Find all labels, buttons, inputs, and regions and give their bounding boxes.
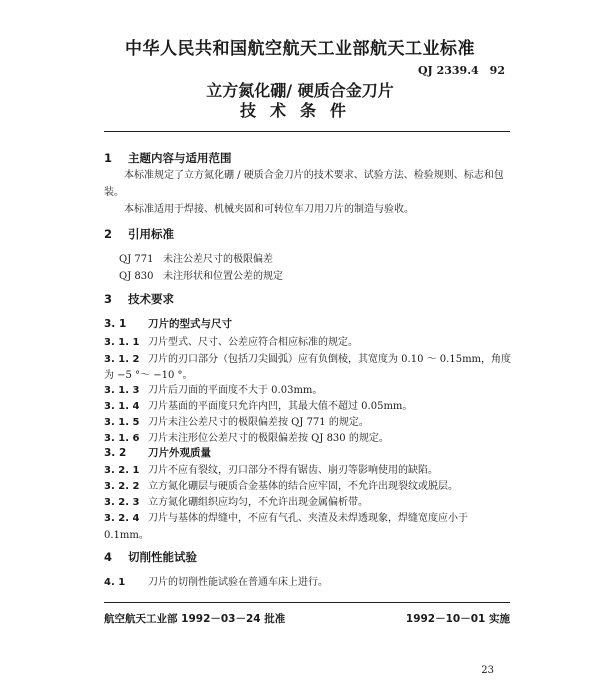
clause-number: 4. 1 bbox=[104, 577, 126, 588]
clause-text: 立方氮化硼层与硬质合金基体的结合应牢固，不允许出现裂纹或脱层。 bbox=[148, 481, 458, 492]
clause-number: 3. 2. 4 bbox=[104, 513, 140, 524]
clause-3-1-3 bbox=[104, 381, 322, 396]
section-number: 3 bbox=[104, 292, 113, 306]
clause-number: 3. 1. 4 bbox=[104, 401, 140, 412]
clause-text: 刀片的刃口部分（包括刀尖圆弧）应有负倒棱，其宽度为 0.10 ～ 0.15mm，角度 bbox=[148, 354, 512, 365]
clause-3-1-2-continuation: 为 −5 °～ −10 °。 bbox=[104, 370, 193, 381]
clause-text: 刀片的切削性能试验在普通车床上进行。 bbox=[148, 577, 328, 588]
issuing-authority-header: 中华人民共和国航空航天工业部航天工业标准 bbox=[125, 39, 475, 59]
top-divider bbox=[104, 131, 510, 132]
section-4-heading bbox=[104, 549, 197, 565]
clause-3-2-4 bbox=[104, 509, 468, 524]
reference-item bbox=[119, 250, 273, 265]
clause-text: 刀片不应有裂纹，刃口部分不得有锯齿、崩刃等影响使用的缺陷。 bbox=[148, 465, 438, 476]
clause-number: 3. 1. 1 bbox=[104, 337, 140, 348]
reference-item bbox=[119, 267, 283, 282]
reference-code: QJ 830 bbox=[119, 271, 154, 282]
section-number: 1 bbox=[104, 151, 113, 165]
clause-text: 立方氮化硼组织应均匀，不允许出现金属偏析带。 bbox=[148, 497, 368, 508]
approval-date: 航空航天工业部 1992－03－24 批准 bbox=[104, 613, 286, 625]
clause-number: 3. 2. 3 bbox=[104, 497, 140, 508]
clause-text: 刀片基面的平面度只允许内凹，其最大值不超过 0.05mm。 bbox=[148, 401, 413, 412]
clause-3-1-5 bbox=[104, 413, 369, 428]
clause-3-2-1 bbox=[104, 461, 438, 476]
clause-title: 刀片外观质量 bbox=[148, 447, 211, 459]
clause-3-1-2 bbox=[104, 350, 511, 365]
section-title: 技术要求 bbox=[128, 292, 174, 306]
clause-text: 刀片后刀面的平面度不大于 0.03mm。 bbox=[148, 385, 323, 396]
standard-number: QJ 2339.4 92 bbox=[417, 64, 505, 77]
clause-number: 3. 1. 5 bbox=[104, 417, 140, 428]
clause-number: 3. 2. 2 bbox=[104, 481, 140, 492]
clause-4-1 bbox=[104, 573, 328, 588]
section-title: 引用标准 bbox=[128, 227, 174, 241]
clause-number: 3. 2. 1 bbox=[104, 465, 140, 476]
section-number: 4 bbox=[104, 550, 113, 564]
document-subtitle: 技术条件 bbox=[239, 101, 360, 120]
clause-text: 刀片未注形位公差尺寸的极限偏差按 QJ 830 的规定。 bbox=[148, 433, 389, 444]
reference-title: 未注形状和位置公差的规定 bbox=[163, 271, 283, 282]
clause-number: 3. 1 bbox=[104, 318, 127, 330]
document-title: 立方氮化硼/ 硬质合金刀片 bbox=[206, 81, 394, 100]
section-number: 2 bbox=[104, 227, 113, 241]
clause-title: 刀片的型式与尺寸 bbox=[148, 318, 232, 330]
clause-3-1-6 bbox=[104, 429, 389, 444]
reference-title: 未注公差尺寸的极限偏差 bbox=[163, 254, 273, 265]
clause-3-1-4 bbox=[104, 397, 412, 412]
section-1-paragraph-2: 本标准适用于焊接、机械夹固和可转位车刀用刀片的制造与验收。 bbox=[124, 204, 414, 215]
clause-3-2-3 bbox=[104, 493, 368, 508]
clause-text: 刀片型式、尺寸、公差应符合相应标准的规定。 bbox=[148, 337, 358, 348]
clause-3-2-2 bbox=[104, 477, 458, 492]
subsection-3-1-heading bbox=[104, 316, 232, 331]
page-number: 23 bbox=[481, 665, 494, 676]
section-1-paragraph-1: 本标准规定了立方氮化硼 / 硬质合金刀片的技术要求、试验方法、检验规则、标志和包装。 bbox=[104, 170, 504, 198]
section-3-heading bbox=[104, 291, 174, 307]
clause-number: 3. 1. 3 bbox=[104, 385, 140, 396]
implementation-date: 1992－10－01 实施 bbox=[405, 613, 510, 625]
clause-number: 3. 1. 6 bbox=[104, 433, 140, 444]
clause-3-2-4-continuation: 0.1mm。 bbox=[104, 530, 149, 541]
clause-text: 刀片与基体的焊缝中，不应有气孔、夹渣及未焊透现象，焊缝宽度应小于 bbox=[148, 513, 468, 524]
clause-text: 刀片未注公差尺寸的极限偏差按 QJ 771 的规定。 bbox=[148, 417, 369, 428]
section-title: 切削性能试验 bbox=[128, 550, 197, 564]
subsection-3-2-heading bbox=[104, 445, 211, 460]
section-title: 主题内容与适用范围 bbox=[128, 151, 232, 165]
section-2-heading bbox=[104, 226, 174, 242]
reference-code: QJ 771 bbox=[119, 254, 154, 265]
section-1-heading bbox=[104, 150, 232, 166]
footer-divider bbox=[104, 602, 510, 603]
clause-number: 3. 1. 2 bbox=[104, 354, 140, 365]
clause-3-1-1 bbox=[104, 333, 358, 348]
clause-number: 3. 2 bbox=[104, 447, 127, 459]
